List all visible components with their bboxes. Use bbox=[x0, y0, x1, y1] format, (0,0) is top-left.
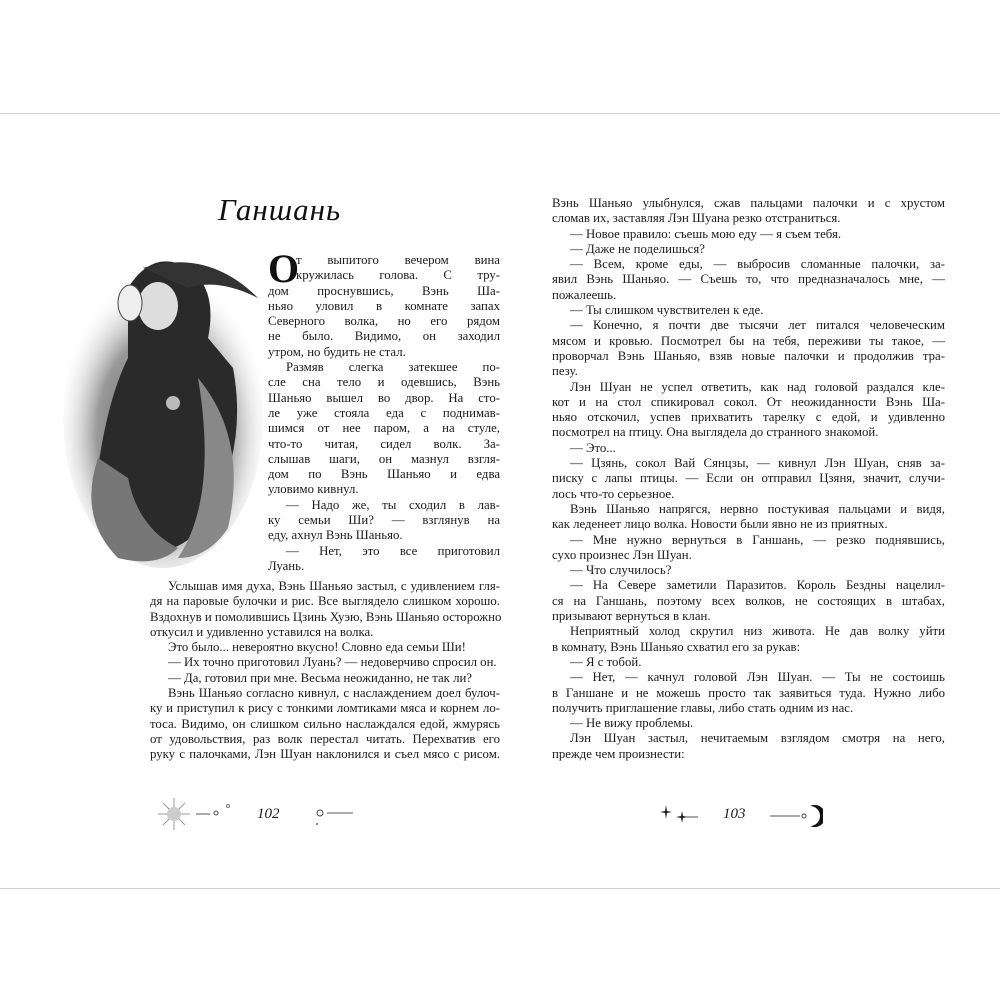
text-line: — Что случилось? bbox=[570, 563, 672, 578]
text-line: сломав их, заставляя Лэн Шуана резко отстраниться. bbox=[552, 211, 841, 226]
text-line: явил Вэнь Шаньяо. — Съешь то, что предназначалось мне, — bbox=[552, 272, 945, 287]
text-line: Это было... невероятно вкусно! Словно еда семьи Ши! bbox=[168, 640, 466, 655]
text-line: — Мне нужно вернуться в Ганшань, — резко поднявшись, bbox=[570, 532, 945, 547]
text-line: Неприятный холод скрутил низ живота. Не дав волку уйти bbox=[570, 624, 945, 639]
drop-cap: О bbox=[268, 246, 300, 291]
text-line: — Это... bbox=[570, 440, 616, 455]
text-line: мясом и кровью. Посмотрел бы на тебя, переживи ты такое, — bbox=[552, 333, 945, 348]
text-line: руку с палочками, Лэн Шуан наклонился и съел мясо с рисом. bbox=[150, 747, 500, 762]
text-line: пезу. bbox=[552, 364, 578, 379]
text-line: лось что-то серьезное. bbox=[552, 486, 675, 501]
text-line: Вэнь Шаньяо напрягся, нервно постукивая пальцами и видя, bbox=[570, 501, 945, 516]
text-line: не было. Видимо, он заходил bbox=[268, 329, 500, 344]
sun-ornament-icon bbox=[158, 796, 238, 832]
text-line: т выпитого вечером вина bbox=[296, 253, 500, 267]
text-line: — Конечно, я почти две тысячи лет питался человеческим bbox=[570, 318, 945, 333]
text-line: Услышав имя духа, Вэнь Шаньяо застыл, с удивлением гля- bbox=[168, 579, 500, 593]
text-line: Шаньяо вышел во двор. На сто- bbox=[268, 390, 500, 405]
text-line: дя на паровые булочки и рис. Все выглядело слишком хорошо. bbox=[150, 594, 500, 609]
left-page-text-wide bbox=[150, 579, 500, 763]
text-line: дом по Вэнь Шаньяо и едва bbox=[268, 467, 500, 482]
text-line: в Ганшане и не можешь просто так заявиться туда. Нужно либо bbox=[552, 685, 945, 700]
text-line: от удовольствия, раз волк перестал читать. Перехватив его bbox=[150, 731, 500, 746]
text-line: — Новое правило: съешь мою еду — я съем тебя. bbox=[570, 226, 842, 241]
text-line: — Не вижу проблемы. bbox=[570, 716, 694, 731]
sparkle-ornament-icon bbox=[660, 803, 700, 827]
text-line: — Я с тобой. bbox=[570, 654, 642, 669]
text-line: сухо произнес Лэн Шуан. bbox=[552, 547, 692, 562]
text-line: — Нет, это все приготовил bbox=[286, 543, 500, 558]
text-line: Вэнь Шаньяо улыбнулся, сжав пальцами палочки и с хрустом bbox=[552, 196, 945, 210]
text-line: ле уже стояла еда с поднимав- bbox=[268, 405, 500, 420]
text-line: посмотрел на птицу. Она выглядела до странного знакомой. bbox=[552, 425, 879, 440]
text-line: — На Севере заметили Паразитов. Король Бездны нацелил- bbox=[570, 578, 945, 593]
text-line: — Даже не поделишься? bbox=[570, 241, 705, 256]
page-number-left: 102 bbox=[257, 806, 280, 822]
text-line: прежде чем произнести: bbox=[552, 746, 685, 761]
text-line: получить приглашение главы, либо стать одним из нас. bbox=[552, 700, 854, 715]
text-line: Луань. bbox=[268, 558, 305, 573]
text-line: в комнату, Вэнь Шаньяо схватил его за рукав: bbox=[552, 639, 801, 654]
text-line: кот и на стол спикировал сокол. От неожиданности Вэнь Ша- bbox=[552, 394, 945, 409]
text-line: призывают вернуться в клан. bbox=[552, 609, 711, 624]
text-line: слышав шаги, он мазнул взгля- bbox=[268, 451, 500, 466]
text-line: шимся от нее паром, а на стуле, bbox=[268, 421, 500, 436]
text-line: Северного волка, но его рядом bbox=[268, 314, 500, 329]
text-line: Вздохнув и помолившись Цзинь Хуэю, Вэнь Шаньяо осторожно bbox=[150, 609, 502, 624]
text-line: Вэнь Шаньяо согласно кивнул, с наслаждением доел булоч- bbox=[168, 686, 500, 701]
text-line: Лэн Шуан не успел ответить, как над головой раздался кле- bbox=[570, 379, 945, 394]
text-line: — Ты слишком чувствителен к еде. bbox=[570, 303, 764, 318]
text-line: пожалеешь. bbox=[552, 287, 617, 302]
left-page-text-narrow bbox=[268, 246, 500, 574]
text-line: уловимо кивнул. bbox=[268, 482, 359, 497]
text-line: ку и приступил к рису с тонкими ломтиками мяса и корнем ло- bbox=[150, 701, 500, 716]
stars-ornament-icon bbox=[313, 804, 358, 829]
text-line: еду, ахнул Вэнь Шаньяо. bbox=[268, 528, 403, 543]
text-line: писку с лапы птицы. — Если он отправил Цзяня, значит, случи- bbox=[552, 471, 945, 486]
text-line: Лэн Шуан застыл, нечитаемым взглядом смотря на него, bbox=[570, 731, 945, 746]
text-line: сле сна тело и одевшись, Вэнь bbox=[268, 375, 500, 390]
text-line: — Надо же, ты сходил в лав- bbox=[286, 497, 500, 512]
text-line: тоса. Видимо, он слишком сильно наслаждался едой, жмурясь bbox=[150, 716, 500, 731]
text-line: Размяв слегка затекшее по- bbox=[286, 360, 500, 375]
crescent-moon-icon bbox=[768, 803, 823, 829]
text-line: что-то читая, сидел волк. За- bbox=[268, 436, 500, 451]
right-page-text bbox=[552, 196, 945, 762]
text-line: — Всем, кроме еды, — выбросив сломанные палочки, за- bbox=[570, 257, 945, 272]
text-line: — Цзянь, сокол Вай Сянцзы, — кивнул Лэн Шуан, сняв за- bbox=[570, 456, 945, 471]
text-line: кружилась голова. С тру- bbox=[296, 268, 500, 283]
text-line: как леденеет лицо волка. Новости были явно не из приятных. bbox=[552, 517, 888, 532]
text-line: откусил и удивленно уставился на волка. bbox=[150, 624, 374, 639]
text-line: дом проснувшись, Вэнь Ша- bbox=[268, 283, 500, 298]
page-number-right: 103 bbox=[723, 806, 746, 822]
chapter-title: Ганшань bbox=[218, 192, 342, 227]
text-line: — Да, готовил при мне. Весьма неожиданно, не так ли? bbox=[168, 670, 472, 685]
text-line: ся на Ганшань, поэтому всех волков, не состоящих в штабах, bbox=[552, 593, 945, 608]
text-line: ньяо уловил в комнате запах bbox=[268, 298, 500, 313]
text-line: ку семьи Ши? — взглянув на bbox=[268, 513, 500, 528]
text-line: ньяо отскочил, успев прихватить тарелку с едой, и удивленно bbox=[552, 410, 945, 425]
text-line: — Их точно приготовил Луань? — недоверчиво спросил он. bbox=[168, 655, 497, 670]
text-line: — Нет, — качнул головой Лэн Шуан. — Ты не состоишь bbox=[570, 670, 945, 685]
text-line: утром, но будить не стал. bbox=[268, 344, 406, 359]
character-illustration bbox=[58, 228, 263, 570]
text-line: проворчал Вэнь Шаньяо, взяв новые палочки и продолжив тра- bbox=[552, 348, 945, 363]
